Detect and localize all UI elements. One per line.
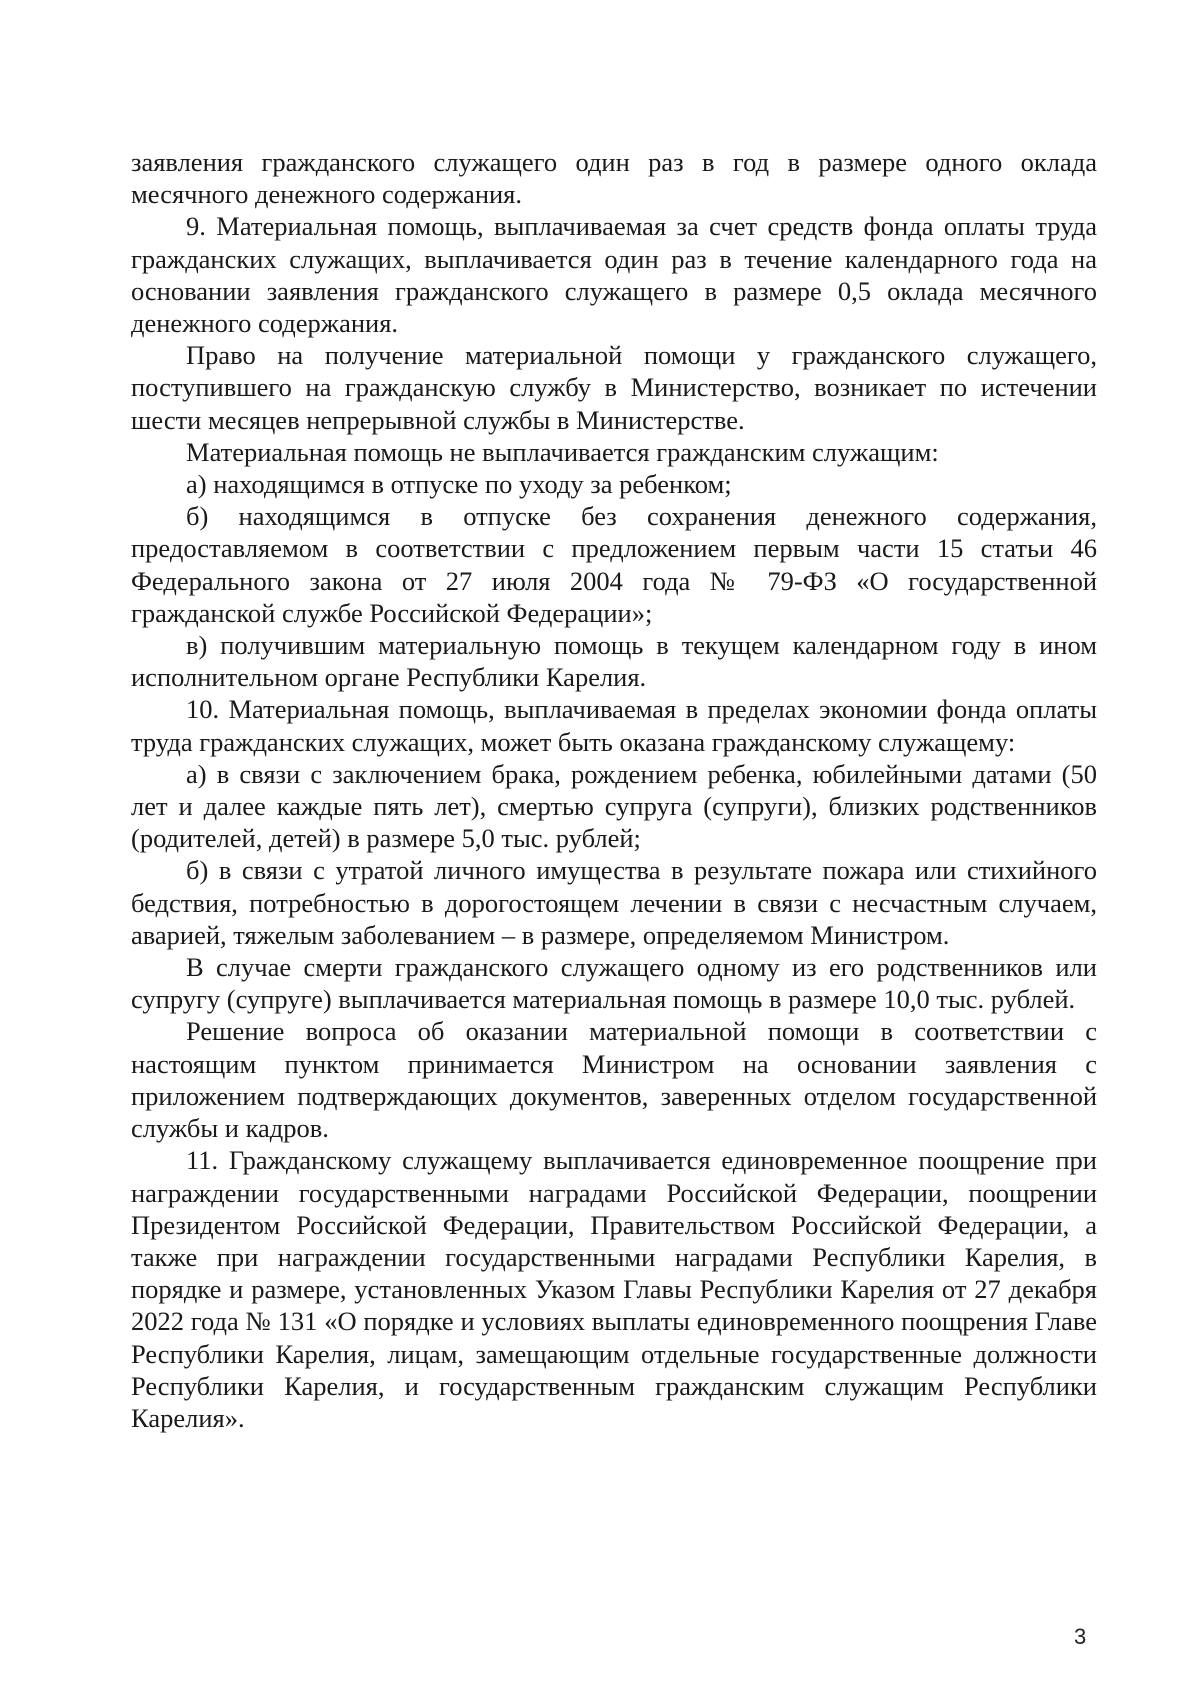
paragraph-decision: Решение вопроса об оказании материальной помощи в соответствии с настоящим пунктом принимается Министром на основании заявления с приложением подтверждающих документов, заверенных отделом государственной службы и кадров. (131, 1016, 1097, 1144)
paragraph-item-11: 11. Гражданскому служащему выплачивается единовременное поощрение при награждении государственными наградами Российской Федерации, поощрении Президентом Российской Федерации, Правительством Российской Федерации, а также при награждении государственными наградами Республики Карелия, в порядке и размере, установленных Указом Главы Республики Карелия от 27 декабря 2022 года № 131 «О порядке и условиях выплаты единовременного поощрения Главе Республики Карелия, лицам, замещающим отдельные государственные должности Республики Карелия, и государственным гражданским служащим Республики Карелия». (131, 1145, 1097, 1433)
paragraph-death-case: В случае смерти гражданского служащего одному из его родственников или супругу (супруге) выплачивается материальная помощь в размере 10,0 тыс. рублей. (131, 952, 1097, 1015)
paragraph-item-10: 10. Материальная помощь, выплачиваемая в пределах экономии фонда оплаты труда гражданских служащих, может быть оказана гражданскому служащему: (131, 694, 1097, 757)
paragraph-aid-not-paid: Материальная помощь не выплачивается гражданским служащим: (186, 436, 939, 467)
paragraph-item-9: 9. Материальная помощь, выплачиваемая за счет средств фонда оплаты труда гражданских служащих, выплачивается один раз в течение календарного года на основании заявления гражданского служащего в размере 0,5 оклада месячного денежного содержания. (131, 211, 1097, 339)
paragraph-continuation: заявления гражданского служащего один раз в год в размере одного оклада месячного денежного содержания. (131, 147, 1097, 210)
list-item-b: б) находящимся в отпуске без сохранения денежного содержания, предоставляемом в соответствии с предложением первым части 15 статьи 46 Федерального закона от 27 июля 2004 года № 79-ФЗ «О государственной гражданской службе Российской Федерации»; (131, 501, 1097, 628)
paragraph-right-to-aid: Право на получение материальной помощи у гражданского служащего, поступившего на гражданскую службу в Министерство, возникает по истечении шести месяцев непрерывной службы в Министерстве. (131, 340, 1097, 435)
list-item-a: а) находящимся в отпуске по уходу за ребенком; (186, 469, 732, 500)
page-number: 3 (1074, 1624, 1087, 1649)
list-item-10-b: б) в связи с утратой личного имущества в результате пожара или стихийного бедствия, потребностью в дорогостоящем лечении в связи с несчастным случаем, аварией, тяжелым заболеванием – в размере, определяемом Министром. (131, 855, 1097, 950)
list-item-10-a: а) в связи с заключением брака, рождением ребенка, юбилейными датами (50 лет и далее каждые пять лет), смертью супруга (супруги), близких родственников (родителей, детей) в размере 5,0 тыс. рублей; (131, 758, 1097, 854)
list-item-v: в) получившим материальную помощь в текущем календарном году в ином исполнительном органе Республики Карелия. (131, 630, 1097, 693)
document-body (131, 146, 1097, 1434)
